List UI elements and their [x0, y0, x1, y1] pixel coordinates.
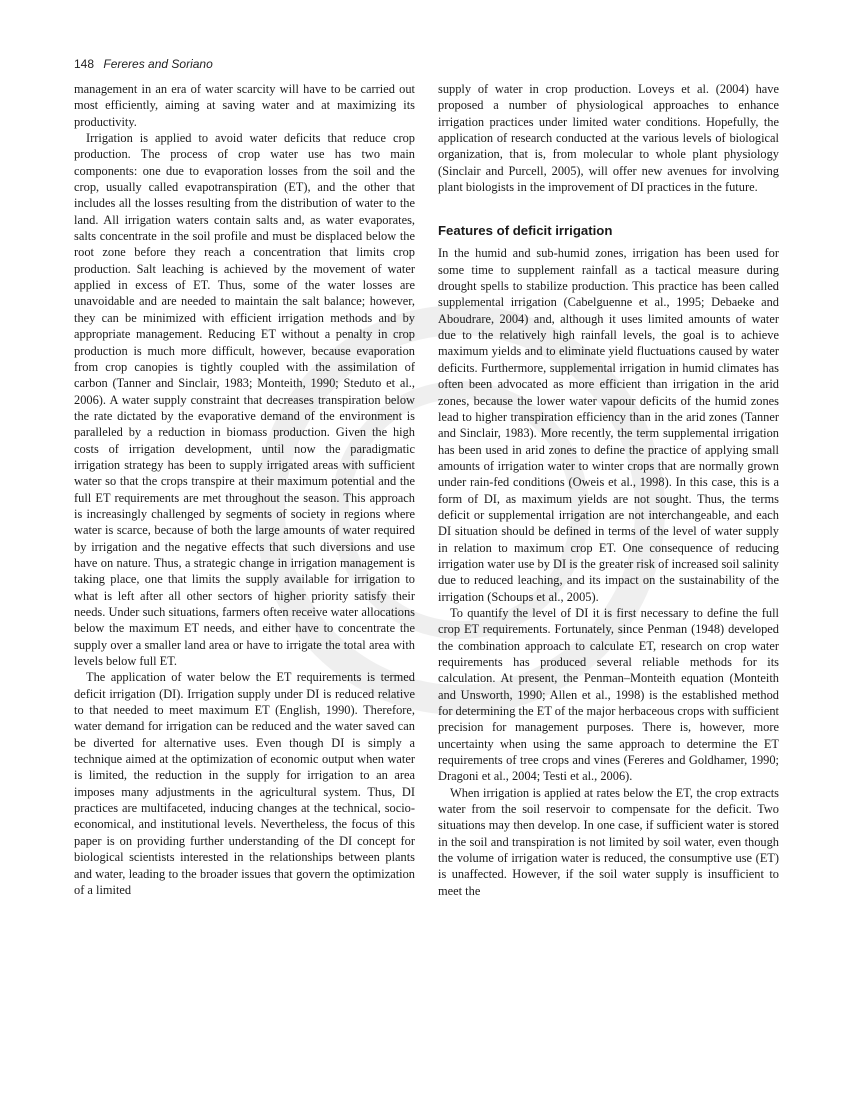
- paragraph: supply of water in crop production. Loveys et al. (2004) have proposed a number of physiological approaches to enhance irrigation practices under limited water conditions. Hopefully, the application of research conducted at the various levels of biological organization, that is, from molecular to whole plant physiology (Sinclair and Purcell, 2005), will offer new avenues for involving plant biologists in the improvement of DI practices in the future.: [438, 82, 779, 195]
- paragraph: management in an era of water scarcity will have to be carried out most efficiently, aiming at saving water and at maximizing its productivity.: [74, 82, 415, 129]
- paragraph: In the humid and sub-humid zones, irrigation has been used for some time to supplement rainfall as a tactical measure during drought spells to stabilize production. This practice has been called supplemental irrigation (Cabelguenne et al., 1995; Debaeke and Aboudrare, 2004) and, although it uses limited amounts of water due to the relatively high rainfall levels, the goal is to achieve maximum yields and to eliminate yield fluctuations caused by water deficits. Furthermore, supplemental irrigation in humid climates has often been advocated as more efficient than irrigation in the arid zones, because the lower water vapour deficits of the humid zones lead to higher transpiration efficiency than in the arid zones (Tanner and Sinclair, 1983). More recently, the term supplemental irrigation has been used in arid zones to define the practice of applying small amounts of irrigation water to winter crops that are normally grown under rain-fed conditions (Oweis et al., 1998). In this case, this is a form of DI, as maximum yields are not sought. Thus, the terms deficit or supplemental irrigation are not interchangeable, and each DI situation should be defined in terms of the level of water supply in relation to maximum crop ET. One consequence of reducing irrigation water use by DI is the greater risk of increased soil salinity due to reduced leaching, and its impact on the sustainability of the irrigation (Schoups et al., 2005).: [438, 246, 779, 604]
- right-column: [438, 81, 779, 899]
- running-head-authors: Fereres and Soriano: [103, 57, 213, 71]
- paragraph: When irrigation is applied at rates below the ET, the crop extracts water from the soil reservoir to compensate for the deficit. Two situations may then develop. In one case, if sufficient water is stored in the soil and transpiration is not limited by soil water, even though the volume of irrigation water is reduced, the consumptive use (ET) is unaffected. However, if the soil water supply is insufficient to meet the: [438, 785, 779, 898]
- paragraph: The application of water below the ET requirements is termed deficit irrigation (DI). Irrigation supply under DI is reduced relative to that needed to meet maximum ET (English, 1990). Therefore, water demand for irrigation can be reduced and the water saved can be diverted for alternative uses. Even though DI is simply a technique aimed at the optimization of economic output when water is limited, the reduction in the supply for irrigation to an area imposes many adjustments in the agricultural system. Thus, DI practices are multifaceted, inducing changes at the technical, socio-economical, and institutional levels. Nevertheless, the focus of this paper is on providing further understanding of the DI concept for biological scientists interested in the relationships between plants and water, leading to the broader issues that govern the optimization of a limited: [74, 670, 415, 897]
- section-heading: Features of deficit irrigation: [438, 223, 613, 239]
- running-head: [74, 57, 213, 71]
- page-number: 148: [74, 57, 95, 71]
- paragraph: To quantify the level of DI it is first necessary to define the full crop ET requirements. Fortunately, since Penman (1948) developed the combination approach to calculate ET, research on crop water requirements has produced several reliable methods for its calculation. At present, the Penman–Monteith equation (Monteith and Unsworth, 1990; Allen et al., 1998) is the established method for determining the ET of the major herbaceous crops with sufficient precision for management purposes. There is, however, more uncertainty when using the same approach to determine the ET requirements of tree crops and vines (Fereres and Goldhamer, 1990; Dragoni et al., 2004; Testi et al., 2006).: [438, 605, 779, 784]
- paragraph: Irrigation is applied to avoid water deficits that reduce crop production. The process of crop water use has two main components: one due to evaporation losses from the soil and the crop, usually called evapotranspiration (ET), and the other that includes all the losses resulting from the distribution of water to the land. All irrigation waters contain salts and, as water evaporates, salts concentrate in the soil profile and must be displaced below the root zone before they reach a concentration that limits crop production. Salt leaching is achieved by the movement of water applied in excess of ET. Thus, some of the water losses are unavoidable and are needed to maintain the salt balance; however, they can be minimized with efficient irrigation methods and by appropriate management. Reducing ET without a penalty in crop production is much more difficult, however, because evaporation from crop canopies is tightly coupled with the assimilation of carbon (Tanner and Sinclair, 1983; Monteith, 1990; Steduto et al., 2006). A water supply constraint that decreases transpiration below the rate dictated by the evaporative demand of the environment is paralleled by a reduction in biomass production. Given the high costs of irrigation development, until now the paradigmatic irrigation strategy has been to supply irrigated areas with sufficient water so that the crops transpire at their maximum potential and the full ET requirements are met throughout the season. This approach is increasingly challenged by segments of society in regions where water is scarce, because of both the large amounts of water required by irrigation and the negative effects that such diversions and use have on nature. Thus, a strategic change in irrigation management is taking place, one that limits the supply available for irrigation to what is left after all other sectors of higher priority satisfy their needs. Under such situations, farmers often receive water allocations below the maximum ET needs, and either have to concentrate the supply over a smaller land area or have to irrigate the total area with levels below full ET.: [74, 131, 415, 669]
- left-column: [74, 81, 415, 898]
